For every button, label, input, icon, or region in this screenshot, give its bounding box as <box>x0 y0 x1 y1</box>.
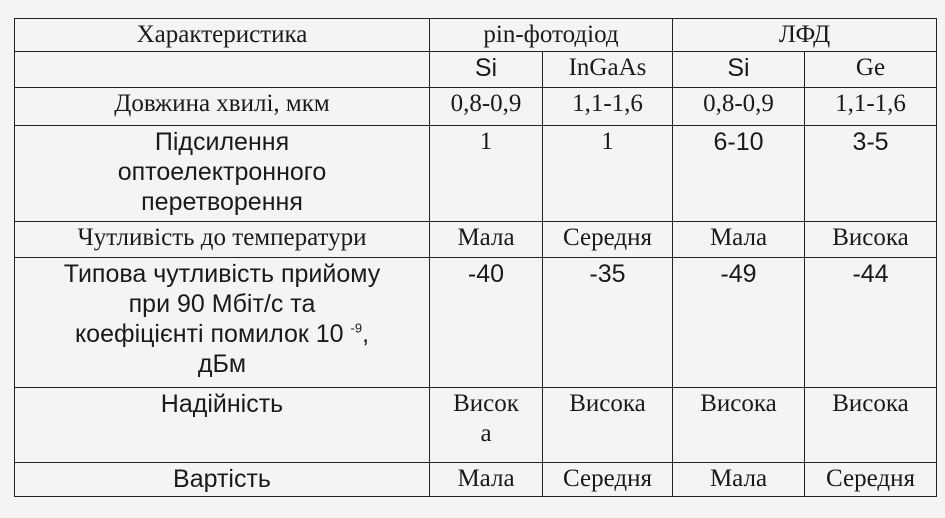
table-row <box>15 222 937 258</box>
table-row <box>15 88 937 126</box>
row-label-line: дБм <box>197 350 247 378</box>
row-label-line: Типова чутливість прийому <box>63 260 381 288</box>
material-row <box>15 52 937 88</box>
table-cell: 0,8-0,9 <box>430 88 543 126</box>
material-cell: Si <box>430 52 543 88</box>
row-label-line: при 90 Мбіт/с та <box>128 290 316 318</box>
exponent: -9 <box>350 320 363 336</box>
material-cell: Si <box>673 52 805 88</box>
table-cell: Мала <box>430 222 543 258</box>
row-label: Довжина хвилі, мкм <box>15 88 430 126</box>
header-characteristic: Характеристика <box>15 19 430 52</box>
table-cell <box>430 388 543 463</box>
row-label-line <box>18 319 426 349</box>
row-label-text: Підсилення оптоелектронного перетворення <box>117 128 327 216</box>
table-cell: Висока <box>543 388 673 463</box>
table-cell: Середня <box>805 463 937 497</box>
table-cell: 1 <box>430 126 543 222</box>
material-cell: Ge <box>805 52 937 88</box>
table-cell: 1 <box>543 126 673 222</box>
table-cell: Середня <box>543 463 673 497</box>
row-label: Вартість <box>15 463 430 497</box>
table-cell: Мала <box>673 463 805 497</box>
table-cell: Висока <box>673 388 805 463</box>
header-apd: ЛФД <box>673 19 937 52</box>
table-cell: 1,1-1,6 <box>805 88 937 126</box>
row-label: Надійність <box>15 388 430 463</box>
header-row <box>15 19 937 52</box>
table-cell: -35 <box>543 258 673 388</box>
table-cell: 1,1-1,6 <box>543 88 673 126</box>
table-cell: Мала <box>673 222 805 258</box>
table-cell: 6-10 <box>673 126 805 222</box>
table-row <box>15 463 937 497</box>
table-cell: -44 <box>805 258 937 388</box>
material-cell: InGaAs <box>543 52 673 88</box>
table-cell: Висока <box>805 222 937 258</box>
comma: , <box>362 320 370 348</box>
row-label <box>15 126 430 222</box>
table-cell: Висока <box>805 388 937 463</box>
cell-text: Висок а <box>453 390 519 447</box>
table-cell: -40 <box>430 258 543 388</box>
table-cell: Мала <box>430 463 543 497</box>
table-cell: 3-5 <box>805 126 937 222</box>
photodetector-comparison-table <box>14 18 937 497</box>
material-label-empty <box>15 52 430 88</box>
row-label: Чутливість до температури <box>15 222 430 258</box>
row-label <box>15 258 430 388</box>
table-row <box>15 388 937 463</box>
table-cell: -49 <box>673 258 805 388</box>
table-cell: Середня <box>543 222 673 258</box>
table-row <box>15 258 937 388</box>
row-label-text: коефіцієнті помилок 10 <box>74 320 344 348</box>
table-cell: 0,8-0,9 <box>673 88 805 126</box>
header-pin-photodiode: pin-фотодіод <box>430 19 673 52</box>
table-row <box>15 126 937 222</box>
